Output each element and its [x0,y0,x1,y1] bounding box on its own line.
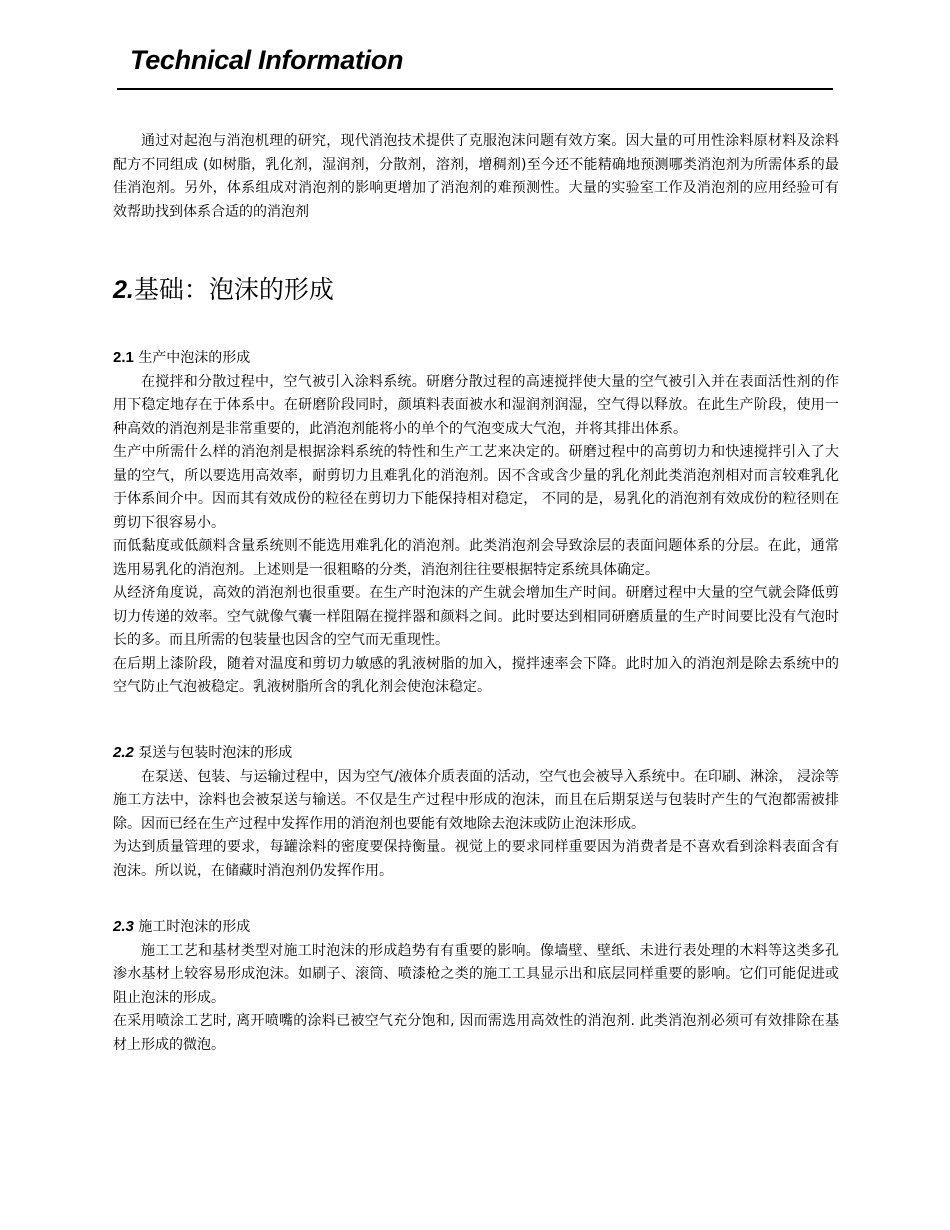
section-number: 2. [113,276,134,304]
subsection-title: 施工时泡沫的形成 [138,919,251,935]
paragraph: 生产中所需什么样的消泡剂是根据涂料系统的特性和生产工艺来决定的。研磨过程中的高剪切力和快速搅拌引入了大量的空气，所以要选用高效率，耐剪切力且难乳化的消泡剂。因不含或含少量的乳化剂此类消泡剂相对而言较难乳化于体系间介中。因而其有效成份的粒径在剪切力下能保持相对稳定， 不同的是，易乳化的消泡剂有效成份的粒径则在剪切下很容易小。 [113,444,839,531]
paragraph: 在搅拌和分散过程中，空气被引入涂料系统。研磨分散过程的高速搅拌使大量的空气被引入并在表面活性剂的作用下稳定地存在于体系中。在研磨阶段同时，颜填料表面被水和湿润剂润湿，空气得以释放。在此生产阶段，使用一种高效的消泡剂是非常重要的，此消泡剂能将小的单个的气泡变成大气泡，并将其排出体系。 [113,373,839,437]
paragraph: 在后期上漆阶段，随着对温度和剪切力敏感的乳液树脂的加入，搅拌速率会下降。此时加入的消泡剂是除去系统中的空气防止气泡被稳定。乳液树脂所含的乳化剂会使泡沫稳定。 [113,655,839,695]
section-title: 基础：泡沫的形成 [133,275,334,304]
section-2-3 [113,915,839,1057]
subsection-heading [113,741,839,766]
section-heading-2 [113,270,334,306]
header-divider [117,88,833,90]
subsection-heading [113,915,839,940]
subsection-number: 2.3 [113,918,134,935]
section-2-1 [113,346,839,700]
paragraph: 为达到质量管理的要求，每罐涂料的密度要保持衡量。视觉上的要求同样重要因为消费者是不喜欢看到涂料表面含有泡沫。所以说，在储藏时消泡剂仍发挥作用。 [113,839,839,879]
intro-block [113,130,839,224]
subsection-title: 生产中泡沫的形成 [138,350,251,366]
paragraph: 在采用喷涂工艺时, 离开喷嘴的涂料已被空气充分饱和, 因而需选用高效性的消泡剂. 此类消泡剂必须可有效排除在基材上形成的微泡。 [113,1013,839,1053]
header-title: Technical Information [130,45,404,75]
paragraph: 施工工艺和基材类型对施工时泡沫的形成趋势有有重要的影响。像墙壁、壁纸、未进行表处理的木料等这类多孔渗水基材上较容易形成泡沫。如刷子、滚筒、喷漆枪之类的施工工具显示出和底层同样重要的影响。它们可能促进或阻止泡沫的形成。 [113,942,839,1006]
paragraph: 从经济角度说，高效的消泡剂也很重要。在生产时泡沫的产生就会增加生产时间。研磨过程中大量的空气就会降低剪切力传递的效率。空气就像气囊一样阻隔在搅拌器和颜料之间。此时要达到相同研磨质量的生产时间要比没有气泡时长的多。而且所需的包装量也因含的空气而无重现性。 [113,585,839,648]
subsection-title: 泵送与包装时泡沫的形成 [138,745,293,761]
paragraph: 在泵送、包装、与运输过程中，因为空气/液体介质表面的活动，空气也会被导入系统中。在印刷、淋涂， 浸涂等施工方法中，涂料也会被泵送与输送。不仅是生产过程中形成的泡沫，而且在后期泵送与包装时产生的气泡都需被排除。因而已经在生产过程中发挥作用的消泡剂也要能有效地除去泡沫或防止泡沫形成。 [113,768,839,832]
subsection-number: 2.1 [113,349,134,366]
paragraph: 而低黏度或低颜料含量系统则不能选用难乳化的消泡剂。此类消泡剂会导致涂层的表面问题体系的分层。在此，通常选用易乳化的消泡剂。上述则是一很粗略的分类，消泡剂往往要根据特定系统具体确定。 [113,538,839,578]
section-2-2 [113,741,839,883]
subsection-number: 2.2 [113,744,134,761]
subsection-heading [113,346,839,371]
intro-paragraph: 通过对起泡与消泡机理的研究，现代消泡技术提供了克服泡沫问题有效方案。因大量的可用性涂料原材料及涂料配方不同组成 (如树脂，乳化剂，湿润剂，分散剂，溶剂，增稠剂)至今还不能精确地预测哪类消泡剂为所需体系的最佳消泡剂。另外，体系组成对消泡剂的影响更增加了消泡剂的难预测性。大量的实验室工作及消泡剂的应用经验可有效帮助找到体系合适的的消泡剂 [113,133,839,220]
